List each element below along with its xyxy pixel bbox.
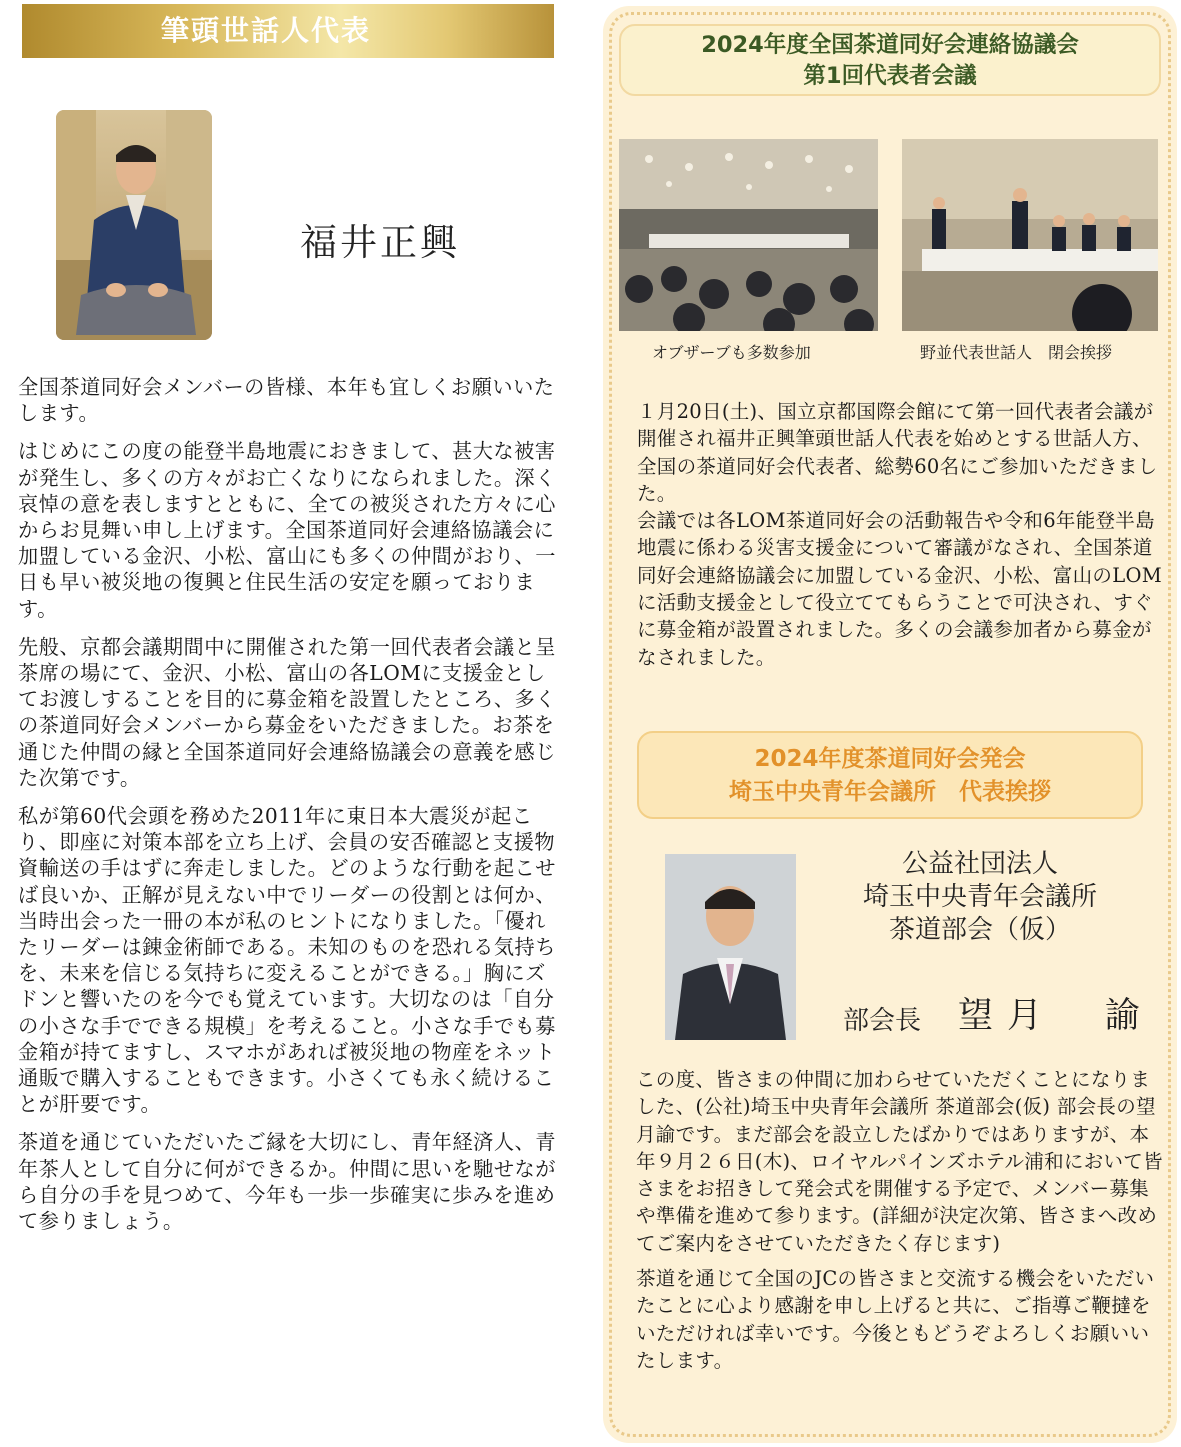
article-paragraph-3: 先般、京都会議期間中に開催された第一回代表者会議と呈茶席の場にて、金沢、小松、富山の各LOMに支援金としてお渡しすることを目的に募金箱を設置したところ、多くの茶道同好会メンバーから募金をいただきました。お茶を通じた仲間の縁と全国茶道同好会連絡協議会の意義を感じた次第です。 — [18, 634, 556, 790]
article-paragraph-5: 茶道を通じていただいたご縁を大切にし、青年経済人、青年茶人として自分に何ができるか。仲間に思いを馳せながら自分の手を見つめて、今年も一歩一歩確実に歩みを進めて参りましょう。 — [18, 1130, 556, 1234]
author-name: 福井正興 — [300, 221, 460, 264]
chair-role-label: 部会長 — [843, 1006, 922, 1036]
meeting-title-line-2: 第1回代表者会議 — [803, 63, 977, 89]
meeting-title-line-1: 2024年度全国茶道同好会連絡協議会 — [701, 32, 1079, 58]
meeting-hall-photo — [619, 139, 878, 331]
mochizuki-portrait-photo — [665, 854, 796, 1040]
org-name: 埼玉中央青年会議所 — [862, 882, 1097, 912]
meeting-hall-illustration — [619, 139, 878, 331]
meeting-report-paragraph-2: 会議では各LOM茶道同好会の活動報告や令和6年能登半島地震に係わる災害支援金について審議がなされ、全国茶道同好会連絡協議会に加盟している金沢、小松、富山のLOMに活動支援金として役立ててもらうことで可決され、すぐに募金箱が設置されました。多くの会議参加者から募金がなされました。 — [637, 509, 1163, 669]
launch-greeting-paragraph-1: この度、皆さまの仲間に加わらせていただくことになりました、(公社)埼玉中央青年会議所 茶道部会(仮) 部会長の望月諭です。まだ部会を設立したばかりではありますが、本年９月２６日(木)、ロイヤルパインズホテル浦和において皆さまをお招きして発会式を開催する予定で、メンバー募集や準備を進めて参ります。(詳細が決定次第、皆さまへ改めてご案内をさせていただきたく存じます) — [636, 1068, 1163, 1255]
photo-caption-observers: オブザーブも多数参加 — [652, 343, 811, 362]
meeting-report-paragraph-1: １月20日(土)、国立京都国際会館にて第一回代表者会議が開催され福井正興筆頭世話人代表を始めとする世話人方、全国の茶道同好会代表者、総勢60名にご参加いただきました。 — [637, 400, 1158, 505]
closing-speech-illustration — [902, 139, 1158, 331]
article-paragraph-4: 私が第60代会頭を務めた2011年に東日本大震災が起こり、即座に対策本部を立ち上げ、会員の安否確認と支援物資輸送の手はずに奔走しました。どのような行動を起こせば良いか、正解が見えない中でリーダーの役割とは何か、当時出会った一冊の本が私のヒントになりました。「優れたリーダーは錬金術師である。未知のものを恐れる気持ちを、未来を信じる気持ちに変えることができる。」胸にズドンと響いたのを今でも覚えています。大切なのは「自分の小さな手でできる規模」を考えること。小さな手でも募金箱が持てますし、スマホがあれば被災地の物産をネット通販で購入することもできます。小さくても永く続けることが肝要です。 — [18, 804, 556, 1117]
launch-greeting-paragraph-2: 茶道を通じて全国のJCの皆さまと交流する機会をいただいたことに心より感謝を申し上げると共に、ご指導ご鞭撻をいただければ幸いです。今後ともどうぞよろしくお願いいたします。 — [636, 1267, 1155, 1372]
portrait-illustration — [56, 110, 212, 340]
fukui-portrait-photo — [56, 110, 212, 340]
launch-title-box — [637, 731, 1143, 819]
section-header-banner — [22, 4, 554, 58]
launch-greeting — [636, 1066, 1166, 1382]
photo-caption-closing-speech: 野並代表世話人 閉会挨拶 — [920, 343, 1113, 362]
greeting-article — [18, 374, 558, 1246]
mochizuki-portrait-illustration — [665, 854, 796, 1040]
section-header-title: 筆頭世話人代表 — [160, 14, 371, 47]
org-division: 茶道部会（仮） — [888, 915, 1071, 945]
launch-title-line-2: 埼玉中央青年会議所 代表挨拶 — [729, 779, 1051, 805]
meeting-report — [637, 398, 1167, 671]
chair-name: 望月 諭 — [958, 996, 1155, 1036]
launch-title-line-1: 2024年度茶道同好会発会 — [754, 746, 1026, 772]
closing-speech-photo — [902, 139, 1158, 331]
article-paragraph-2: はじめにこの度の能登半島地震におきまして、甚大な被害が発生し、多くの方々がお亡くなりになられました。深く哀悼の意を表しますとともに、全ての被災された方々に心からお見舞い申し上げます。全国茶道同好会連絡協議会に加盟している金沢、小松、富山にも多くの仲間がおり、一日も早い被災地の復興と住民生活の安定を願っております。 — [18, 439, 556, 621]
meeting-title-box — [619, 24, 1161, 96]
org-type: 公益社団法人 — [901, 849, 1058, 879]
article-paragraph-1: 全国茶道同好会メンバーの皆様、本年も宜しくお願いいたします。 — [18, 375, 555, 426]
